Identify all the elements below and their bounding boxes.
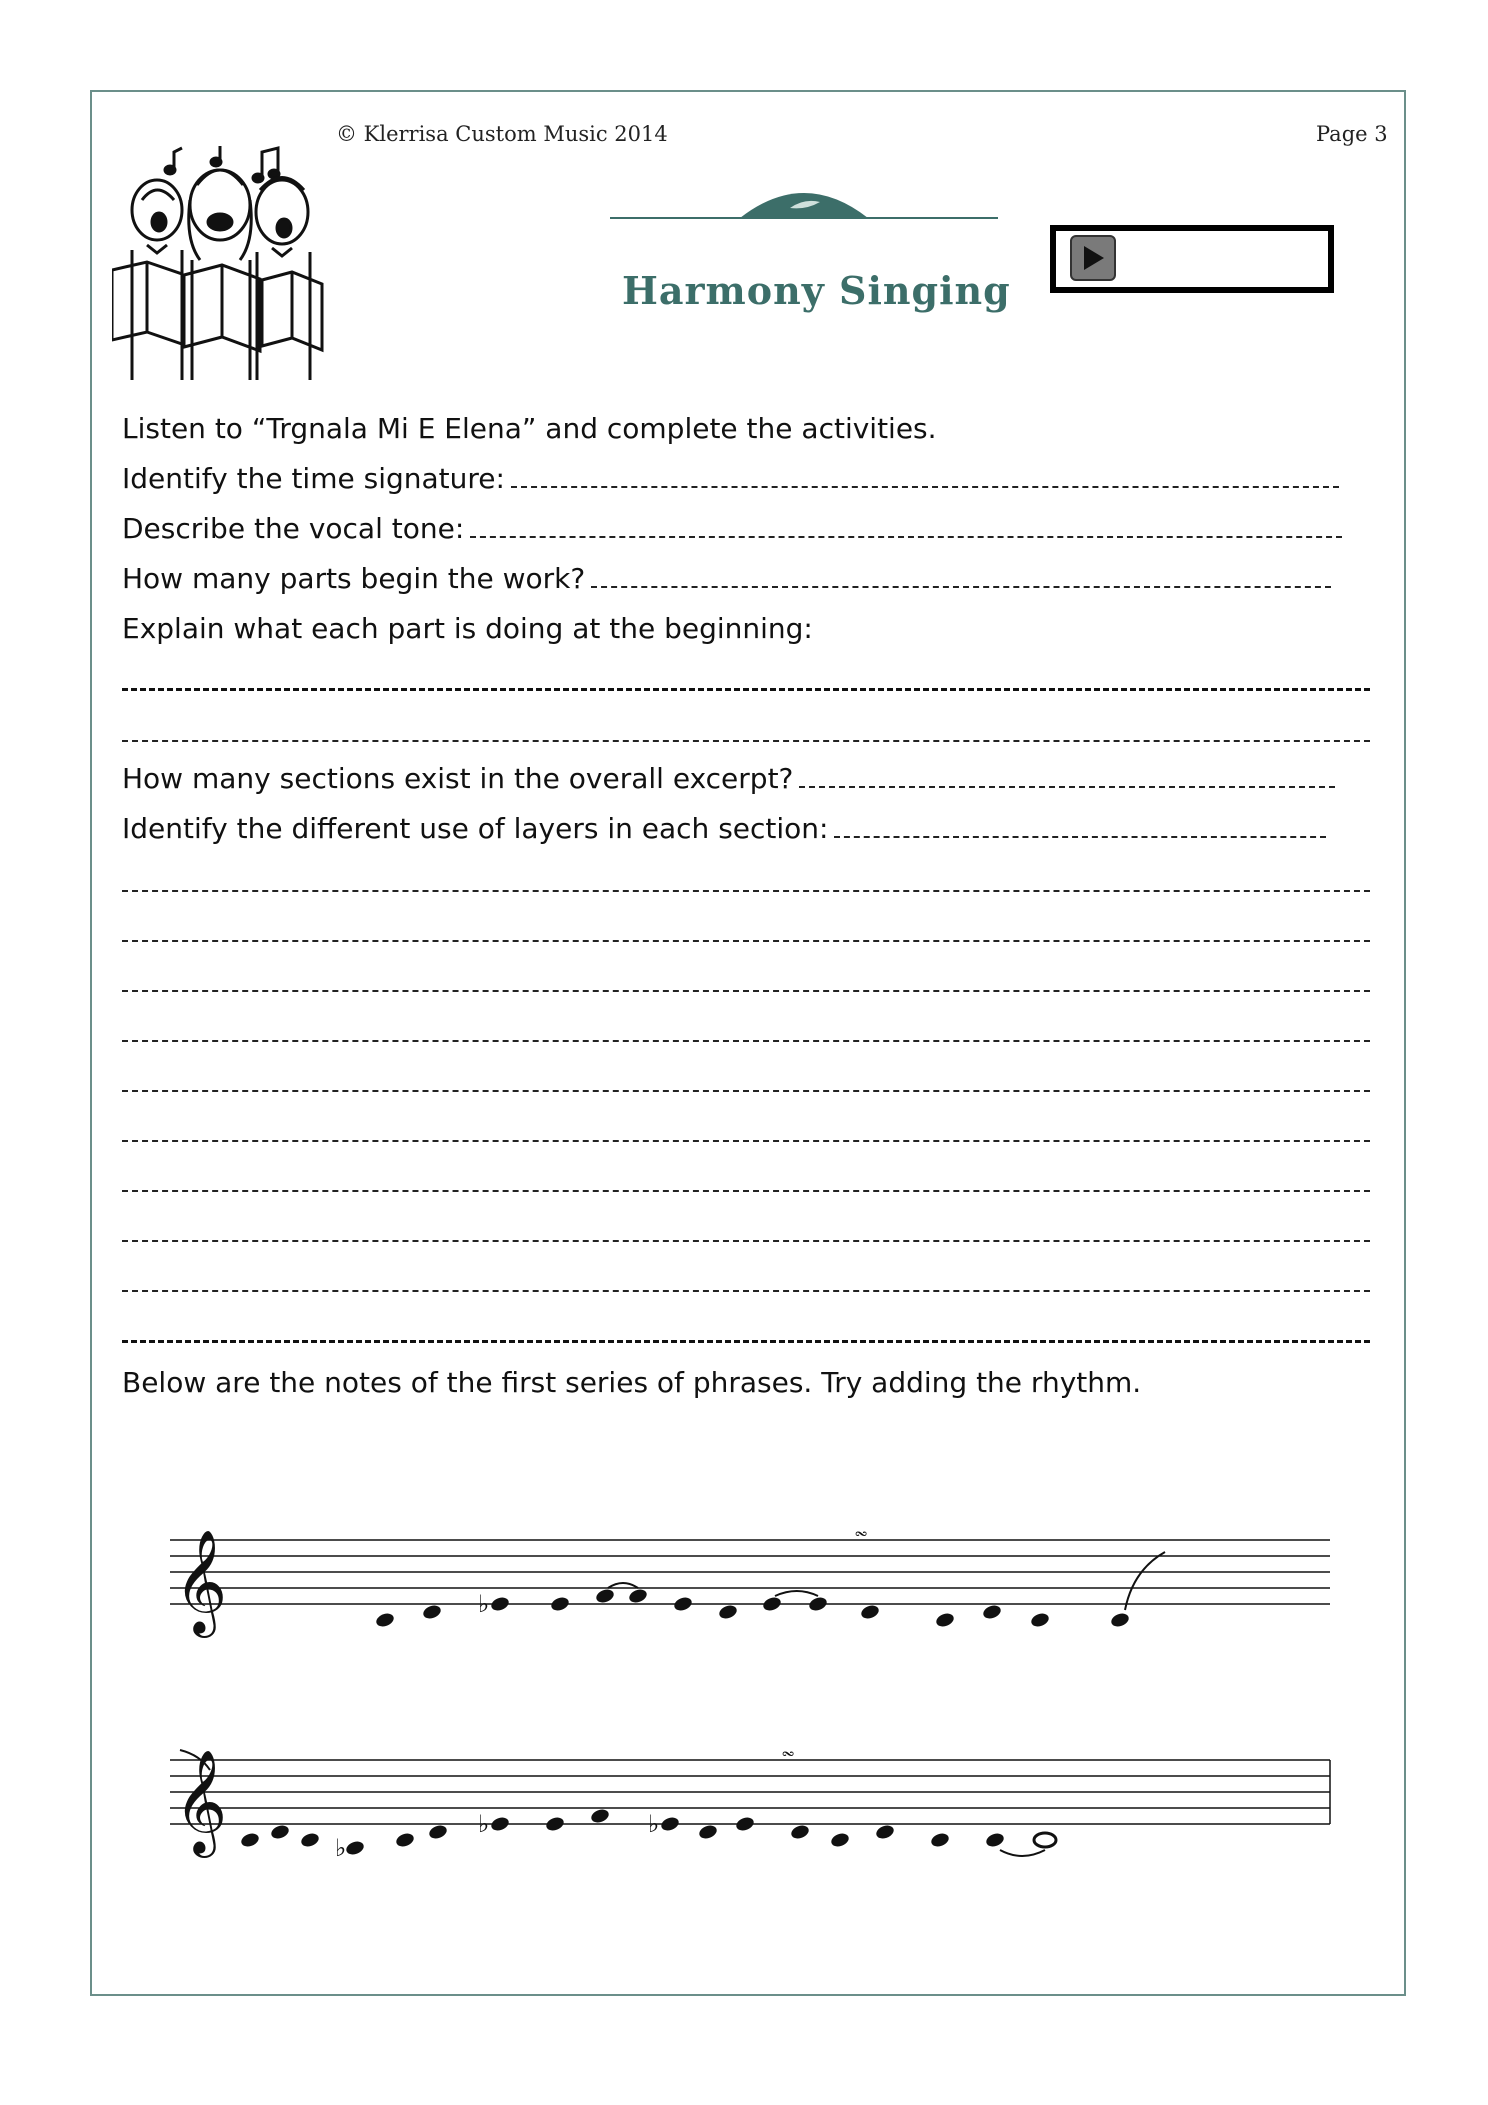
mordent-icon: 𝆗	[782, 1739, 795, 1764]
answer-line[interactable]	[122, 740, 1370, 742]
answer-line[interactable]	[122, 1190, 1370, 1192]
video-player[interactable]	[1050, 225, 1334, 293]
question-text: Below are the notes of the first series of phrases. Try adding the rhythm.	[122, 1366, 1142, 1399]
answer-line[interactable]	[122, 688, 1370, 691]
svg-text:♭: ♭	[478, 1590, 490, 1618]
page-number: Page 3	[1316, 122, 1388, 146]
question-text: Explain what each part is doing at the beginning:	[122, 612, 813, 645]
answer-line[interactable]	[122, 1290, 1370, 1292]
treble-clef-icon: 𝄞	[174, 1749, 228, 1854]
music-staff-1	[160, 1500, 1340, 1670]
instruction-rhythm	[122, 1366, 1141, 1399]
question-explain-parts	[122, 612, 813, 645]
question-text: How many parts begin the work?	[122, 562, 586, 595]
answer-blank[interactable]	[511, 480, 1339, 488]
question-text: Identify the time signature:	[122, 462, 505, 495]
answer-blank[interactable]	[799, 780, 1335, 788]
copyright-text: © Klerrisa Custom Music 2014	[336, 122, 668, 146]
question-vocal-tone	[122, 512, 1342, 545]
question-parts-begin	[122, 562, 1331, 595]
treble-clef-icon: 𝄞	[174, 1529, 228, 1634]
feather-ornament-icon	[610, 184, 998, 224]
instruction-listen	[122, 412, 937, 445]
question-text: Describe the vocal tone:	[122, 512, 465, 545]
answer-line[interactable]	[122, 990, 1370, 992]
question-text: How many sections exist in the overall excerpt?	[122, 762, 794, 795]
question-time-signature	[122, 462, 1339, 495]
music-staff-2	[160, 1720, 1340, 1890]
play-icon	[1082, 245, 1106, 271]
svg-text:♭: ♭	[478, 1810, 490, 1838]
answer-blank[interactable]	[591, 580, 1331, 588]
answer-line[interactable]	[122, 890, 1370, 892]
answer-line[interactable]	[122, 1240, 1370, 1242]
answer-line[interactable]	[122, 1340, 1370, 1343]
answer-line[interactable]	[122, 940, 1370, 942]
play-button[interactable]	[1070, 235, 1116, 281]
svg-text:♭: ♭	[648, 1810, 660, 1838]
answer-blank[interactable]	[470, 530, 1342, 538]
mordent-icon: 𝆗	[855, 1519, 868, 1544]
page-title: Harmony Singing	[622, 268, 1011, 313]
svg-text:♭: ♭	[335, 1834, 347, 1862]
singers-illustration-icon	[112, 140, 332, 390]
answer-line[interactable]	[122, 1140, 1370, 1142]
question-text: Identify the different use of layers in each section:	[122, 812, 829, 845]
answer-blank[interactable]	[834, 830, 1326, 838]
answer-line[interactable]	[122, 1090, 1370, 1092]
question-text: Listen to “Trgnala Mi E Elena” and complete the activities.	[122, 412, 937, 445]
answer-line[interactable]	[122, 1040, 1370, 1042]
question-layers	[122, 812, 1326, 845]
question-sections	[122, 762, 1335, 795]
